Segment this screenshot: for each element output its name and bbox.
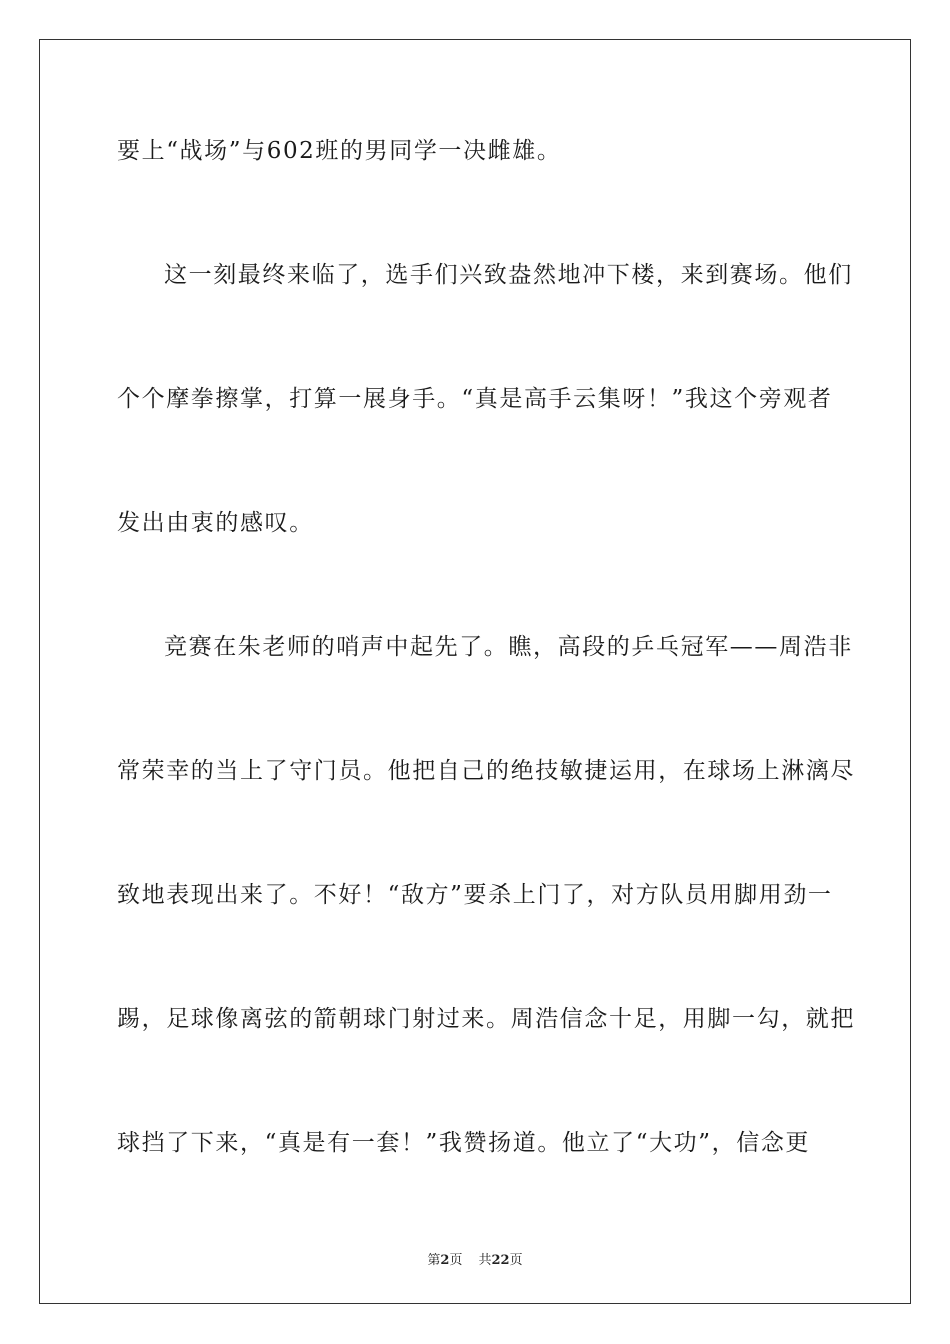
page-suffix: 页 — [449, 1253, 463, 1268]
text-line-7: 致地表现出来了。不好！“敌方”要杀上门了，对方队员用脚用劲一 — [117, 882, 833, 908]
page-number: 2 — [440, 1253, 450, 1268]
total-suffix: 页 — [509, 1253, 523, 1268]
text-line-3: 个个摩拳擦掌，打算一展身手。“真是高手云集呀！”我这个旁观者 — [117, 386, 833, 412]
page-frame — [39, 39, 911, 1304]
text-line-6: 常荣幸的当上了守门员。他把自己的绝技敏捷运用，在球场上淋漓尽 — [117, 758, 855, 784]
text-line-5: 竞赛在朱老师的哨声中起先了。瞧，高段的乒乓冠军——周浩非 — [164, 634, 853, 660]
page-footer — [0, 1249, 950, 1268]
total-pages: 22 — [491, 1253, 510, 1268]
text-line-2: 这一刻最终来临了，选手们兴致盎然地冲下楼，来到赛场。他们 — [164, 262, 853, 288]
total-prefix: 共 — [478, 1253, 492, 1268]
text-line-8: 踢，足球像离弦的箭朝球门射过来。周浩信念十足，用脚一勾，就把 — [117, 1006, 855, 1032]
text-line-4: 发出由衷的感叹。 — [117, 510, 314, 536]
text-line-9: 球挡了下来，“真是有一套！”我赞扬道。他立了“大功”，信念更 — [117, 1130, 811, 1156]
page-prefix: 第 — [427, 1253, 441, 1268]
text-line-1: 要上“战场”与602班的男同学一决雌雄。 — [117, 138, 562, 164]
